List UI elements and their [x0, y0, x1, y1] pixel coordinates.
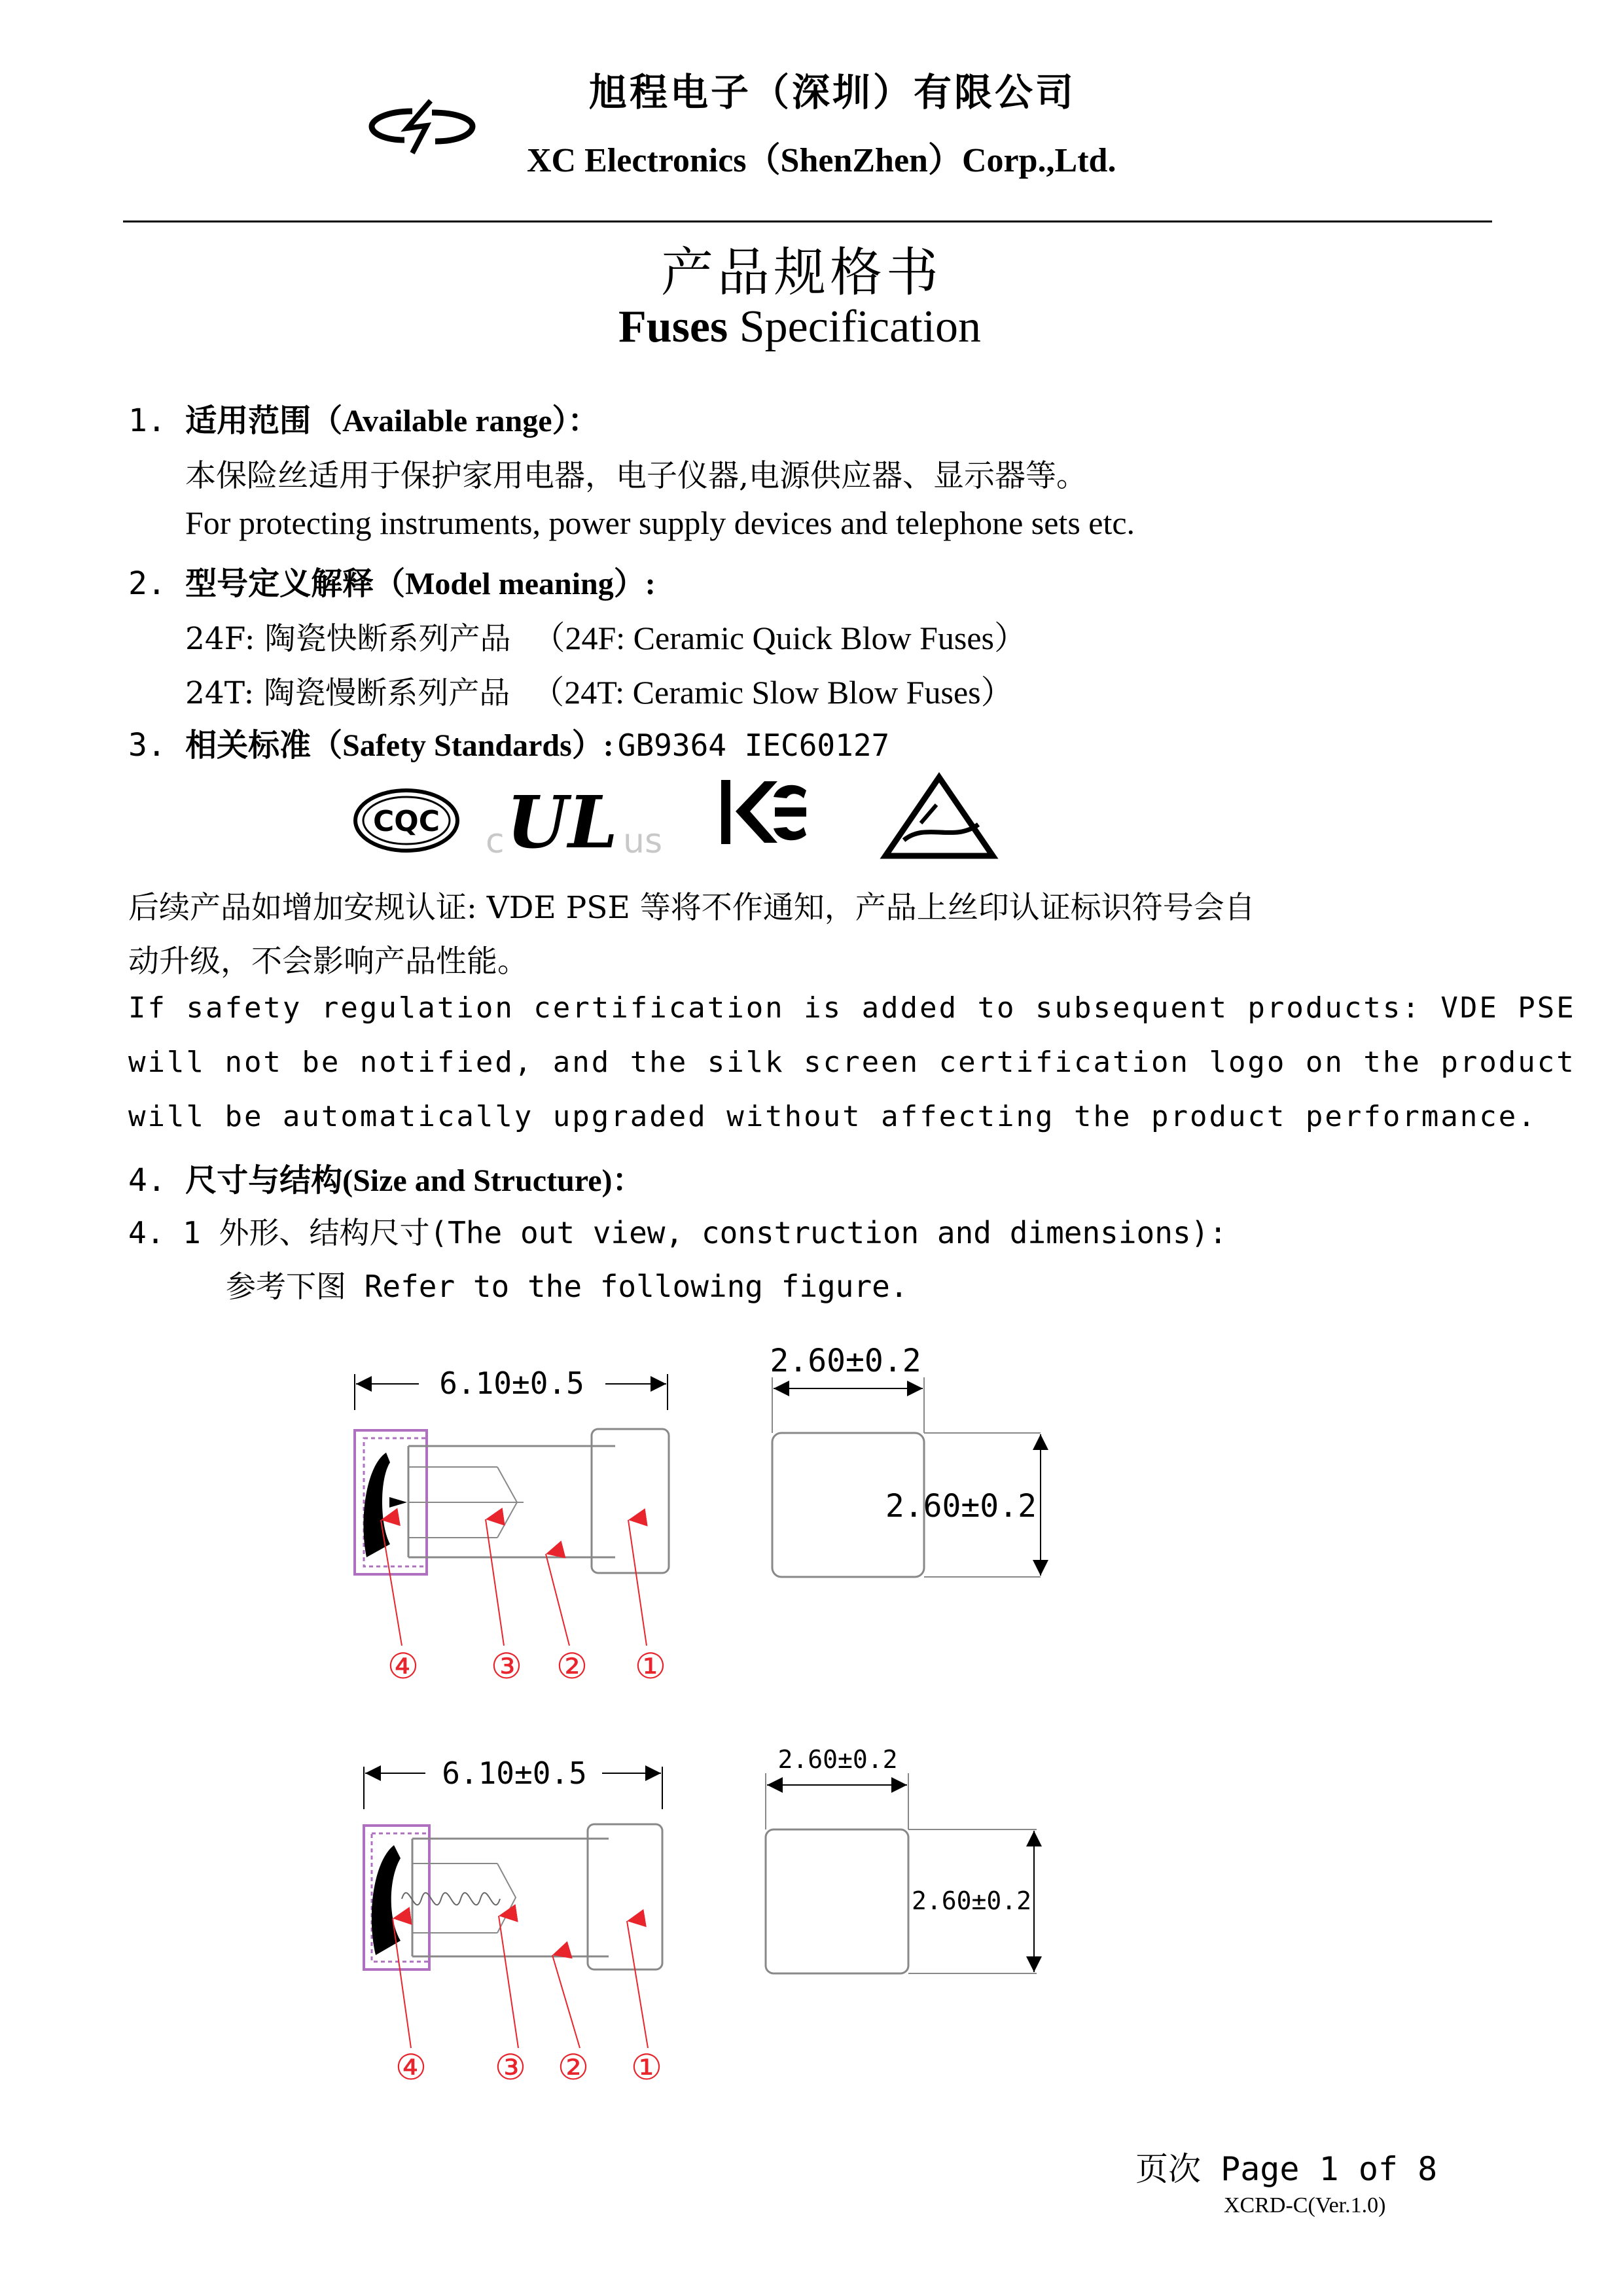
model-24f-en: （24F: Ceramic Quick Blow Fuses） — [532, 620, 1027, 656]
cqc-logo-text: CQC — [373, 805, 440, 838]
section-1-title-cn: 适用范围 — [185, 402, 312, 439]
section-2-title-cn: 型号定义解释 — [185, 565, 374, 602]
figure-1-callout-4: ④ — [387, 1646, 419, 1687]
header-divider — [123, 221, 1492, 222]
title-en-bold: Fuses — [618, 302, 728, 352]
safety-standards-list: GB9364 IEC60127 — [617, 728, 890, 763]
figure-2-callout-4: ④ — [395, 2047, 427, 2088]
cqc-logo-icon — [352, 786, 461, 855]
notice-en-line-3: will be automatically upgraded without affecting the product performance. — [128, 1100, 1537, 1133]
ul-c-mark: c — [486, 822, 505, 861]
section-4-title-en: (Size and Structure)： — [342, 1163, 644, 1198]
section-1-heading — [128, 395, 599, 440]
company-name-cn: 旭程电子（深圳）有限公司 — [589, 70, 1077, 115]
section-1-text-en: For protecting instruments, power supply devices and telephone sets etc. — [185, 504, 1135, 541]
notice-cn-line-2: 动升级，不会影响产品性能。 — [128, 944, 528, 980]
section-4-number: 4. — [128, 1162, 166, 1199]
figure-2-width-label: 2.60±0.2 — [777, 1745, 898, 1774]
notice-en-line-1: If safety regulation certification is added to subsequent products: VDE PSE — [128, 991, 1576, 1025]
figure-1-end-view — [753, 1335, 1119, 1610]
section-3-title-en: （Safety Standards）: — [311, 728, 614, 763]
section-2-title-en: （Model meaning）: — [374, 567, 656, 601]
model-24f-line — [185, 612, 1027, 659]
figure-2-length-label: 6.10±0.5 — [442, 1756, 587, 1791]
section-4-1-subheading: 4. 1 外形、结构尺寸(The out view, construction and dimensions): — [128, 1215, 1228, 1250]
figure-2-callout-3: ③ — [494, 2047, 527, 2088]
figure-2-callout-1: ① — [630, 2047, 663, 2088]
figure-1-callout-3: ③ — [490, 1646, 523, 1687]
section-1-title-en: （Available range）： — [311, 404, 599, 438]
figure-1-callout-2: ② — [556, 1646, 588, 1687]
model-24t-cn: 24T: 陶瓷慢断系列产品 — [185, 675, 510, 711]
title-en — [618, 301, 981, 353]
page-number: 页次 Page 1 of 8 — [1135, 2150, 1438, 2188]
section-1-number: 1. — [128, 402, 166, 439]
title-en-rest: Specification — [728, 302, 982, 352]
notice-cn-line-1: 后续产品如增加安规认证: VDE PSE 等将不作通知，产品上丝印认证标识符号会自 — [128, 890, 1255, 926]
model-24t-line — [185, 666, 1014, 713]
figure-2-callout-2: ② — [557, 2047, 590, 2088]
kc-logo-icon — [719, 777, 810, 849]
figure-1-length-label: 6.10±0.5 — [439, 1366, 584, 1401]
ul-logo-icon — [484, 780, 681, 864]
xc-logo-icon — [366, 97, 478, 156]
ul-logo-text: UL — [507, 780, 618, 864]
notice-en-line-2: will not be notified, and the silk screen certification logo on the product — [128, 1046, 1576, 1079]
section-2-heading — [128, 558, 656, 603]
section-3-title-cn: 相关标准 — [185, 727, 312, 764]
document-code: XCRD-C(Ver.1.0) — [1224, 2193, 1386, 2217]
figure-1-callout-1: ① — [634, 1646, 667, 1687]
title-cn: 产品规格书 — [661, 242, 942, 303]
section-4-heading — [128, 1155, 644, 1200]
section-3-number: 3. — [128, 727, 166, 764]
figure-2-height-label: 2.60±0.2 — [911, 1886, 1031, 1915]
section-3-heading — [128, 720, 889, 765]
figure-1-width-label: 2.60±0.2 — [770, 1343, 921, 1379]
figure-2-side-view — [347, 1747, 713, 2100]
figure-2-end-view — [753, 1734, 1119, 1996]
figure-1-height-label: 2.60±0.2 — [885, 1488, 1037, 1525]
company-name-en: XC Electronics（ShenZhen）Corp.,Ltd. — [527, 142, 1116, 179]
model-24t-en: （24T: Ceramic Slow Blow Fuses） — [531, 674, 1014, 711]
section-4-title-cn: 尺寸与结构 — [185, 1162, 343, 1199]
pse-triangle-icon — [880, 772, 998, 860]
figure-reference: 参考下图 Refer to the following figure. — [226, 1269, 908, 1304]
section-2-number: 2. — [128, 565, 166, 602]
figure-1-side-view — [340, 1348, 707, 1701]
model-24f-cn: 24F: 陶瓷快断系列产品 — [185, 621, 511, 657]
section-1-text-cn: 本保险丝适用于保护家用电器，电子仪器,电源供应器、显示器等。 — [185, 458, 1087, 494]
ul-us-mark: us — [623, 822, 663, 861]
